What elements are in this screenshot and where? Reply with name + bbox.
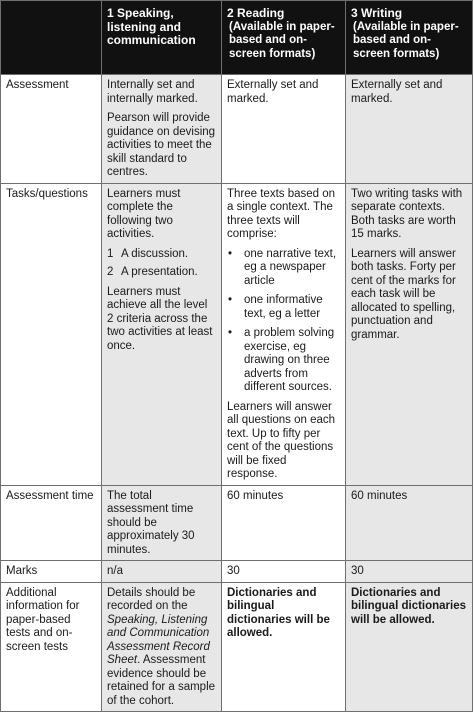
list-item (107, 266, 216, 280)
bullet-list (227, 248, 340, 395)
text-paragraph: Externally set and marked. (351, 79, 443, 105)
cell-writing-marks: 30 (346, 561, 473, 583)
text-paragraph: Learners must achieve all the level 2 criteria across the two activities at least once. (107, 285, 213, 352)
table-row-assessment (1, 75, 473, 184)
record-sheet-title: Speaking, Listening and Communication Assessment Record Sheet (107, 613, 210, 666)
cell-speaking-tasks (102, 183, 222, 485)
cell-reading-tasks (222, 183, 346, 485)
header-reading (222, 1, 346, 75)
row-label-additional: Additional information for paper-based tests and on-screen tests (1, 582, 102, 712)
cell-speaking-assessment (102, 75, 222, 184)
numbered-list (107, 248, 216, 280)
list-item-text: a problem solving exercise, eg drawing on three adverts from different sources. (244, 327, 335, 393)
header-reading-title: 2 Reading (227, 6, 285, 20)
list-item-text: A discussion. (121, 247, 189, 260)
row-label-tasks: Tasks/questions (1, 183, 102, 485)
table-row-tasks (1, 183, 473, 485)
header-reading-subtitle: (Available in paper-based and on-screen formats) (229, 20, 335, 60)
table-row-time (1, 485, 473, 561)
cell-speaking-time: The total assessment time should be approximately 30 minutes. (102, 485, 222, 561)
bullet-icon: • (228, 247, 233, 260)
text-paragraph: Learners will answer all questions on each text. Up to fifty per cent of the questions will be fixed response. (227, 400, 336, 480)
dictionaries-note: Dictionaries and bilingual dictionaries will be allowed. (227, 586, 330, 639)
list-item (227, 248, 340, 289)
cell-writing-time: 60 minutes (346, 485, 473, 561)
cell-reading-marks: 30 (222, 561, 346, 583)
text-paragraph: Internally set and internally marked. (107, 79, 198, 105)
cell-writing-assessment (346, 75, 473, 184)
row-label-marks: Marks (1, 561, 102, 583)
list-item-text: one informative text, eg a letter (244, 294, 323, 320)
list-number: 2 (107, 266, 114, 278)
cell-reading-time: 60 minutes (222, 485, 346, 561)
cell-writing-tasks (346, 183, 473, 485)
header-speaking-title: 1 Speaking, listening and communication (107, 6, 196, 47)
dictionaries-note: Dictionaries and bilingual dictionaries will be allowed. (351, 586, 467, 626)
header-writing (346, 1, 473, 75)
header-writing-subtitle: (Available in paper-based and on-screen formats) (353, 20, 459, 60)
text-paragraph: Externally set and marked. (227, 79, 319, 105)
text-paragraph: Learners will answer both tasks. Forty per cent of the marks for each task will be allocated to spelling, punctuation and grammar. (351, 247, 456, 341)
header-corner (1, 1, 102, 75)
table-row-marks (1, 561, 473, 583)
list-number: 1 (107, 247, 114, 260)
list-item (107, 248, 216, 262)
list-item-text: one narrative text, eg a newspaper article (244, 247, 337, 287)
header-writing-title: 3 Writing (351, 6, 403, 20)
text-run: . Assessment evidence should be retained for a sample of the cohort. (107, 654, 216, 707)
row-label-assessment: Assessment (1, 75, 102, 184)
cell-speaking-marks: n/a (102, 561, 222, 583)
text-paragraph: Three texts based on a single context. The three texts will comprise: (227, 187, 336, 240)
text-paragraph: Learners must complete the following two activities. (107, 187, 181, 240)
text-paragraph: Two writing tasks with separate contexts. Both tasks are worth 15 marks. (351, 187, 463, 240)
list-item-text: A presentation. (121, 266, 198, 278)
cell-reading-assessment (222, 75, 346, 184)
row-label-time: Assessment time (1, 485, 102, 561)
list-item (227, 294, 340, 321)
list-item (227, 327, 340, 395)
cell-reading-additional (222, 582, 346, 712)
cell-writing-additional (346, 582, 473, 712)
text-paragraph: Pearson will provide guidance on devising activities to meet the skill standard to centres. (107, 112, 216, 178)
bullet-icon: • (228, 327, 233, 339)
cell-speaking-additional (102, 582, 222, 712)
table-row-additional (1, 582, 473, 712)
text-run: Details should be recorded on the (107, 586, 196, 612)
header-speaking (102, 1, 222, 75)
bullet-icon: • (228, 294, 233, 306)
header-row (1, 1, 473, 75)
